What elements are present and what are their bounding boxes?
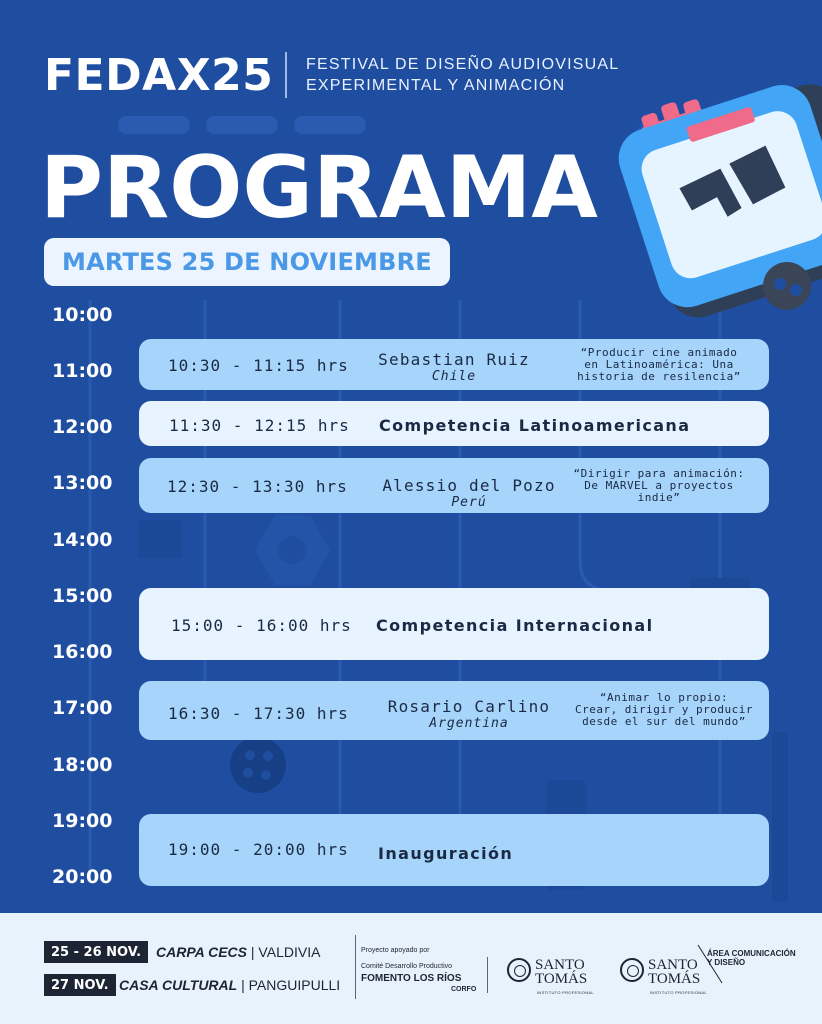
talk-title-line: en Latinoamérica: Una: [584, 358, 734, 371]
venue-city: | PANGUIPULLI: [241, 977, 341, 993]
hour-label: 13:00: [52, 472, 113, 494]
hour-label: 10:00: [52, 304, 113, 326]
talk-title-line: “Animar lo propio:: [599, 691, 729, 704]
santo-tomas-seal-icon: [620, 958, 644, 982]
event-card: [139, 681, 769, 740]
santo-tomas-subtitle: INSTITUTO PROFESIONAL: [537, 990, 594, 995]
santo-tomas-logo: SANTO TOMÁS: [648, 957, 701, 987]
support-label: Proyecto apoyado por: [361, 947, 430, 954]
event-title: Inauguración: [378, 844, 514, 863]
festival-brand: FEDAX25: [44, 50, 274, 101]
hour-label: 20:00: [52, 866, 113, 888]
event-time: 16:30 - 17:30 hrs: [168, 704, 349, 723]
event-card: [139, 458, 769, 513]
film-reel-shape: [230, 737, 286, 793]
talk-title-line: “Producir cine animado: [580, 346, 738, 359]
event-card: [139, 814, 769, 886]
talk-title-line: indie”: [637, 491, 681, 504]
event-card: [139, 401, 769, 446]
hour-label: 15:00: [52, 585, 113, 607]
talk-title-line: desde el sur del mundo”: [582, 715, 746, 728]
talk-title-line: Crear, dirigir y producir: [574, 703, 754, 716]
event-title: Competencia Internacional: [376, 616, 654, 635]
talk-title: [564, 468, 754, 504]
subtitle-line: FESTIVAL DE DISEÑO AUDIOVISUAL: [306, 56, 620, 73]
support-committee: Comité Desarrollo Productivo: [361, 963, 453, 970]
hour-label: 12:00: [52, 416, 113, 438]
hour-label: 16:00: [52, 641, 113, 663]
venue: [156, 944, 320, 960]
santo-tomas-seal-icon: [507, 958, 531, 982]
venue-name: CARPA CECS: [156, 944, 248, 960]
event-time: 10:30 - 11:15 hrs: [168, 356, 349, 375]
header-divider: [285, 52, 287, 98]
event-time: 15:00 - 16:00 hrs: [171, 616, 352, 635]
corfo-logo: CORFO: [451, 986, 477, 993]
speaker-name: Rosario Carlino: [387, 697, 551, 716]
subtitle-line: EXPERIMENTAL Y ANIMACIÓN: [306, 77, 566, 94]
hour-label: 14:00: [52, 529, 113, 551]
fomento-logo: FOMENTO LOS RÍOS: [361, 973, 462, 984]
event-time: 19:00 - 20:00 hrs: [168, 840, 349, 859]
talk-title-line: “Dirigir para animación:: [573, 467, 745, 480]
hour-label: 11:00: [52, 360, 113, 382]
talk-title-line: De MARVEL a proyectos: [584, 479, 734, 492]
area-label: [707, 949, 796, 967]
hour-label: 19:00: [52, 810, 113, 832]
santo-tomas-subtitle: INSTITUTO PROFESIONAL: [650, 990, 707, 995]
event-card: [139, 339, 769, 390]
retro-tv-sticker: [592, 56, 822, 326]
talk-title: [569, 347, 749, 383]
date-badge: [44, 238, 450, 286]
date-tag: 27 NOV.: [44, 974, 116, 996]
venue-name: CASA CULTURAL: [119, 977, 238, 993]
talk-title: [564, 692, 764, 728]
event-card: [139, 588, 769, 660]
area-label-line: Y DISEÑO: [707, 958, 746, 967]
venue-city: | VALDIVIA: [250, 944, 321, 960]
santo-tomas-logo: SANTO TOMÁS: [535, 957, 588, 987]
date-tag: 25 - 26 NOV.: [44, 941, 148, 963]
speaker-name: Alessio del Pozo: [382, 476, 556, 495]
venue: [119, 977, 340, 993]
talk-title-line: historia de resilencia”: [577, 370, 741, 383]
event-time: 12:30 - 13:30 hrs: [167, 477, 348, 496]
footer-divider: [487, 957, 488, 993]
event-time: 11:30 - 12:15 hrs: [169, 416, 350, 435]
footer: [0, 913, 822, 1024]
speaker-country: Perú: [451, 495, 487, 510]
date-text: MARTES 25 DE NOVIEMBRE: [62, 248, 432, 276]
hour-label: 17:00: [52, 697, 113, 719]
area-label-line: ÁREA COMUNICACIÓN: [707, 949, 796, 958]
speaker-country: Chile: [431, 369, 477, 384]
speaker-name: Sebastian Ruiz: [378, 350, 530, 369]
hour-label: 18:00: [52, 754, 113, 776]
footer-divider: [355, 935, 356, 999]
festival-subtitle: [306, 54, 619, 96]
page-title: PROGRAMA: [40, 138, 598, 238]
speaker-country: Argentina: [429, 716, 509, 731]
event-title: Competencia Latinoamericana: [379, 416, 691, 435]
